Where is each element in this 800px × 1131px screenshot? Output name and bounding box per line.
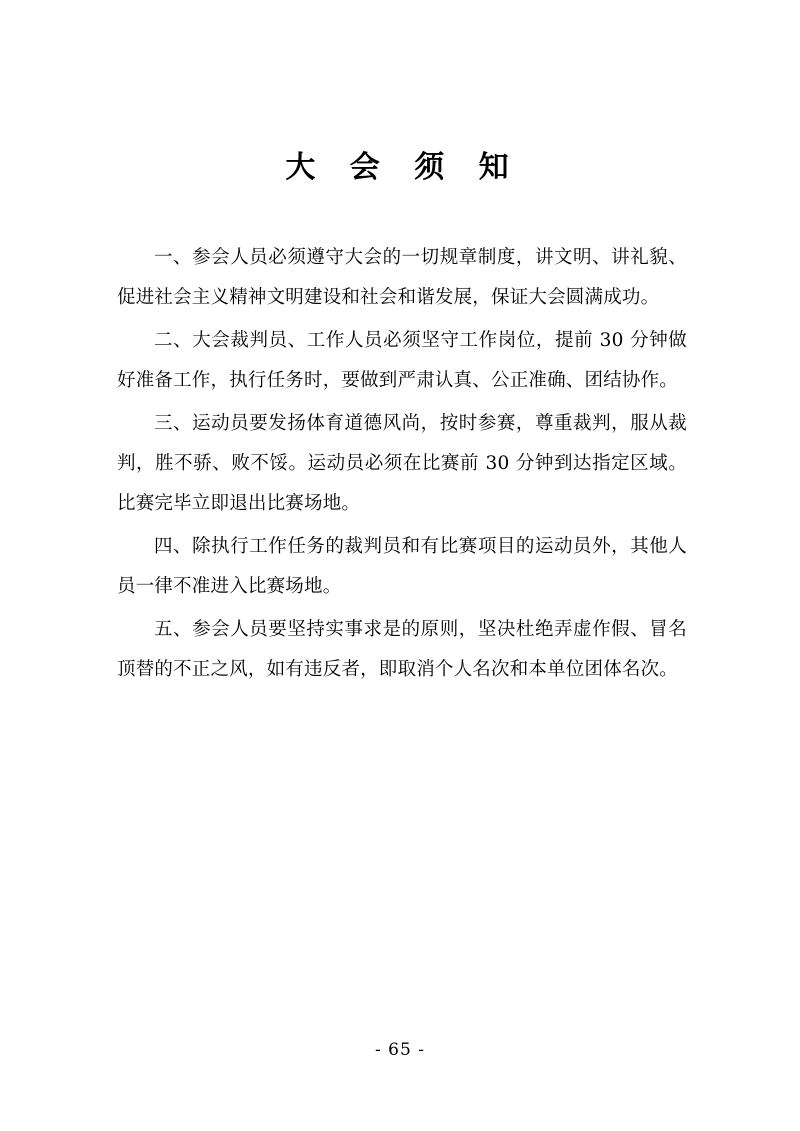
rule-paragraph-2: 二、大会裁判员、工作人员必须坚守工作岗位，提前 30 分钟做好准备工作，执行任务时，要做到严肃认真、公正准确、团结协作。	[117, 330, 687, 391]
rule-paragraph-1: 一、参会人员必须遵守大会的一切规章制度，讲文明、讲礼貌、促进社会主义精神文明建设和社会和谐发展，保证大会圆满成功。	[117, 247, 687, 308]
document-title: 大 会 须 知	[285, 150, 521, 185]
document-body	[117, 238, 687, 690]
rule-paragraph-3: 三、运动员要发扬体育道德风尚，按时参赛，尊重裁判，服从裁判，胜不骄、败不馁。运动员必须在比赛前 30 分钟到达指定区域。比赛完毕立即退出比赛场地。	[117, 413, 687, 514]
rule-paragraph-4: 四、除执行工作任务的裁判员和有比赛项目的运动员外，其他人员一律不准进入比赛场地。	[117, 536, 687, 597]
rule-paragraph-5: 五、参会人员要坚持实事求是的原则，坚决杜绝弄虚作假、冒名顶替的不正之风，如有违反者，即取消个人名次和本单位团体名次。	[117, 619, 687, 680]
page-number: - 65 -	[375, 1040, 425, 1060]
